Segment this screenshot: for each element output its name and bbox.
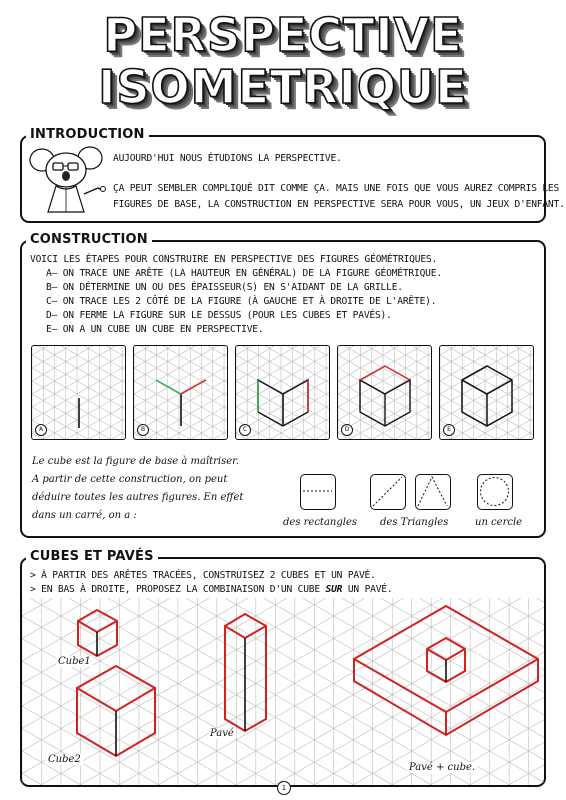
title-letter: P [241,8,276,62]
step-letter-c: C [239,424,251,436]
title-letter: P [103,8,139,62]
title-letter: C [308,8,344,62]
title-letter: T [343,8,376,62]
title-letter: V [393,8,431,62]
label-rectangles: des rectangles [283,517,357,528]
construction-step-d: D– ON FERME LA FIGURE SUR LE DESSUS (POUR LES CUBES ET PAVÉS). [46,310,392,321]
construction-intro: VOICI LES ÉTAPES POUR CONSTRUIRE EN PERSPECTIVE DES FIGURES GÉOMÉTRIQUES. [30,254,438,265]
cubes-label: CUBES ET PAVÉS [26,549,158,564]
label-cube2: Cube2 [48,754,81,765]
note-line-2: A partir de cette construction, on peut [32,474,228,485]
title-letter: E [430,8,463,62]
intro-label: INTRODUCTION [26,127,149,142]
label-cube1: Cube1 [58,656,91,667]
title-letter: R [302,60,339,114]
note-line-3: déduire toutes les autres figures. En effet [32,492,244,503]
step-letter-a: A [35,424,47,436]
title-letter: M [190,60,238,114]
construction-step-e: E– ON A UN CUBE UN CUBE EN PERSPECTIVE. [46,324,264,335]
cubes-instruction-1: > À PARTIR DES ARÊTES TRACÉES, CONSTRUISEZ 2 CUBES ET UN PAVÉ. [30,570,376,581]
title-letter: E [237,60,270,114]
title-letter: S [206,8,242,62]
title-letter: E [275,8,309,62]
cubes-instruction-2-em: SUR [325,584,343,595]
step-letter-d: D [341,424,353,436]
construction-label: CONSTRUCTION [26,232,152,247]
intro-text-2a: ÇA PEUT SEMBLER COMPLIQUÉ DIT COMME ÇA. MAIS UNE FOIS QUE VOUS AUREZ COMPRIS LES [113,183,560,194]
title-letter: I [375,8,394,62]
title-letter: O [150,60,191,114]
page-number-text: 1 [281,784,287,792]
title-letter: Q [356,60,397,114]
cubes-instruction-2-post: UN PAVÉ. [342,584,393,595]
note-line-1: Le cube est la figure de base à maîtriser. [32,456,240,467]
step-letter-e: E [443,424,455,436]
page-number [277,781,291,795]
title-letter: R [170,8,207,62]
construction-step-c: C– ON TRACE LES 2 CÔTÉ DE LA FIGURE (À GAUCHE ET À DROITE DE L'ARÊTE). [46,296,437,307]
step-letter-b: B [137,424,149,436]
label-pave: Pavé [210,728,234,739]
intro-text-2b: FIGURES DE BASE, LA CONSTRUCTION EN PERSPECTIVE SERA POUR VOUS, UN JEUX D'ENFANT. [113,199,565,210]
intro-text-1: AUJOURD'HUI NOUS ÉTUDIONS LA PERSPECTIVE. [113,153,342,164]
title-letter: E [138,8,171,62]
title-letter: I [338,60,357,114]
label-triangles: des Triangles [380,517,449,528]
title-letter: E [435,60,468,114]
label-pave-cube: Pavé + cube. [409,762,476,773]
title-letter: I [98,60,117,114]
construction-step-a: A– ON TRACE UNE ARÊTE (LA HAUTEUR EN GÉNÉRAL) DE LA FIGURE GÉOMÉTRIQUE. [46,268,442,279]
title-letter: S [116,60,151,114]
label-circle: un cercle [475,517,523,528]
title-letter: T [269,60,303,114]
cubes-instruction-2-pre: > EN BAS À DROITE, PROPOSEZ LA COMBINAISON D'UN CUBE [30,584,326,595]
note-line-4: dans un carré, on a : [32,510,137,521]
construction-step-b: B– ON DÉTERMINE UN OU DES ÉPAISSEUR(S) EN S'AIDANT DE LA GRILLE. [46,282,403,293]
title-letter: U [396,60,436,114]
